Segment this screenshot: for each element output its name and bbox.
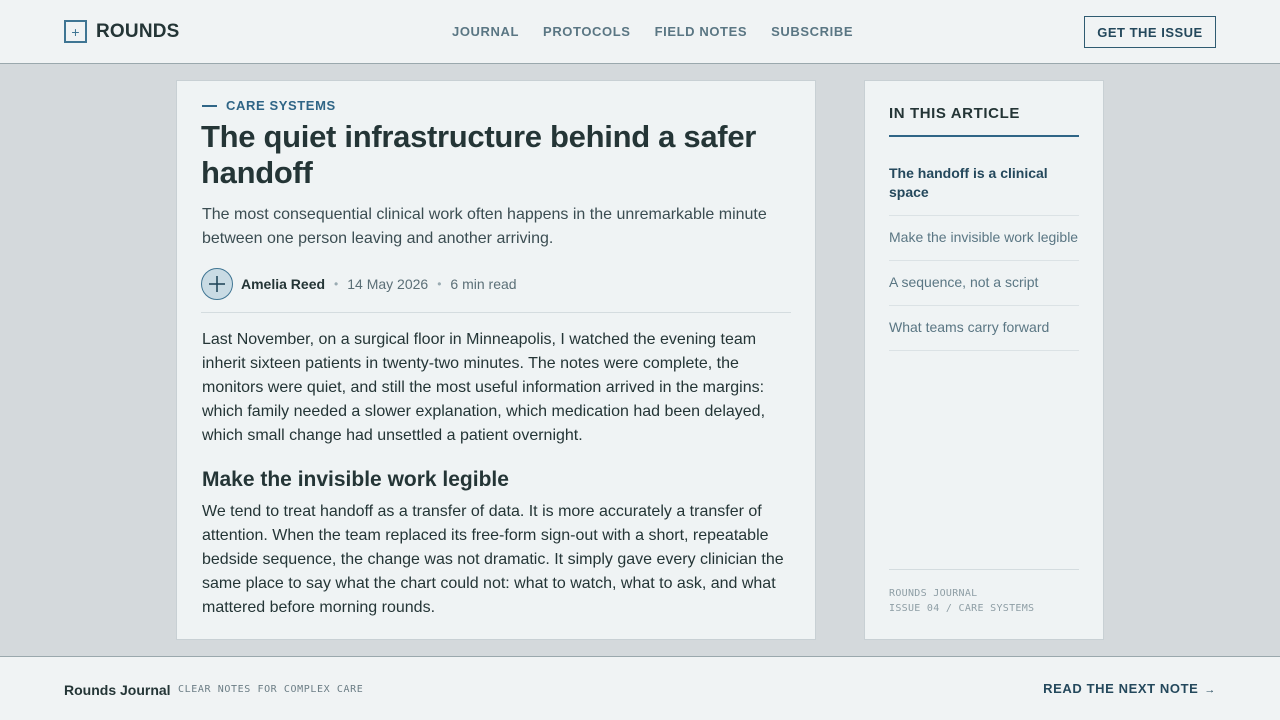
body-paragraph: We tend to treat handoff as a transfer of data. It is more accurately a transfer of attention. When the team replaced its free-form sign-out with a short, repeatable bedside sequence, the change was not dramatic. It simply gave every clinician the same place to say what the chart could not: what to watch, what to ask, and what mattered before morning rounds. bbox=[202, 503, 784, 616]
nav-protocols[interactable]: PROTOCOLS bbox=[543, 24, 631, 39]
read-time: 6 min read bbox=[450, 276, 517, 292]
toc-heading: IN THIS ARTICLE bbox=[889, 105, 1079, 137]
plus-square-icon: + bbox=[64, 20, 87, 43]
site-header bbox=[0, 0, 1280, 64]
toc-item-invisible-work[interactable]: Make the invisible work legible bbox=[889, 216, 1079, 261]
kicker-label[interactable]: CARE SYSTEMS bbox=[226, 98, 336, 113]
toc-footer bbox=[889, 569, 1079, 616]
body-paragraph: Last November, on a surgical floor in Minneapolis, I watched the evening team inherit sixteen patients in twenty-two minutes. The notes were complete, the monitors were quiet, and still the most useful information arrived in the margins: which family needed a slower explanation, which medication had been delayed, which small change had unsettled a patient overnight. bbox=[202, 331, 766, 444]
toc-footer-issue: ISSUE 04 / CARE SYSTEMS bbox=[889, 603, 1035, 614]
toc-list bbox=[889, 153, 1079, 351]
author-name[interactable]: Amelia Reed bbox=[241, 276, 326, 292]
byline-divider bbox=[201, 312, 791, 313]
table-of-contents bbox=[864, 80, 1104, 640]
plus-circle-icon bbox=[207, 274, 227, 294]
byline bbox=[201, 268, 517, 300]
article-card bbox=[176, 80, 816, 640]
section-heading: Make the invisible work legible bbox=[202, 468, 509, 491]
article-dek: The most consequential clinical work often happens in the unremarkable minute between one person leaving and another arriving. bbox=[202, 206, 767, 247]
publish-date: 14 May 2026 bbox=[347, 276, 429, 292]
article-kicker bbox=[202, 98, 336, 113]
brand-logo[interactable] bbox=[64, 20, 180, 43]
site-footer bbox=[0, 656, 1280, 720]
brand-name: ROUNDS bbox=[96, 20, 180, 42]
meta-separator: • bbox=[334, 277, 339, 291]
toc-item-clinical-space[interactable]: The handoff is a clinical space bbox=[889, 153, 1079, 216]
footer-brand[interactable]: Rounds Journal bbox=[64, 682, 171, 698]
nav-journal[interactable]: JOURNAL bbox=[452, 24, 520, 39]
avatar bbox=[201, 268, 233, 300]
nav-subscribe[interactable]: SUBSCRIBE bbox=[771, 24, 854, 39]
article-title: The quiet infrastructure behind a safer handoff bbox=[201, 119, 757, 190]
meta-separator: • bbox=[437, 277, 442, 291]
toc-item-carry-forward[interactable]: What teams carry forward bbox=[889, 306, 1079, 351]
nav-field-notes[interactable]: FIELD NOTES bbox=[654, 24, 748, 39]
toc-item-sequence[interactable]: A sequence, not a script bbox=[889, 261, 1079, 306]
get-the-issue-button[interactable]: GET THE ISSUE bbox=[1084, 16, 1216, 48]
read-next-label: READ THE NEXT NOTE bbox=[1043, 681, 1199, 696]
main-nav bbox=[452, 24, 877, 39]
footer-tagline: CLEAR NOTES FOR COMPLEX CARE bbox=[178, 684, 364, 695]
kicker-rule bbox=[202, 105, 217, 107]
arrow-right-icon: → bbox=[1204, 684, 1216, 696]
toc-footer-journal: ROUNDS JOURNAL bbox=[889, 588, 978, 599]
read-next-link[interactable] bbox=[1043, 681, 1216, 696]
